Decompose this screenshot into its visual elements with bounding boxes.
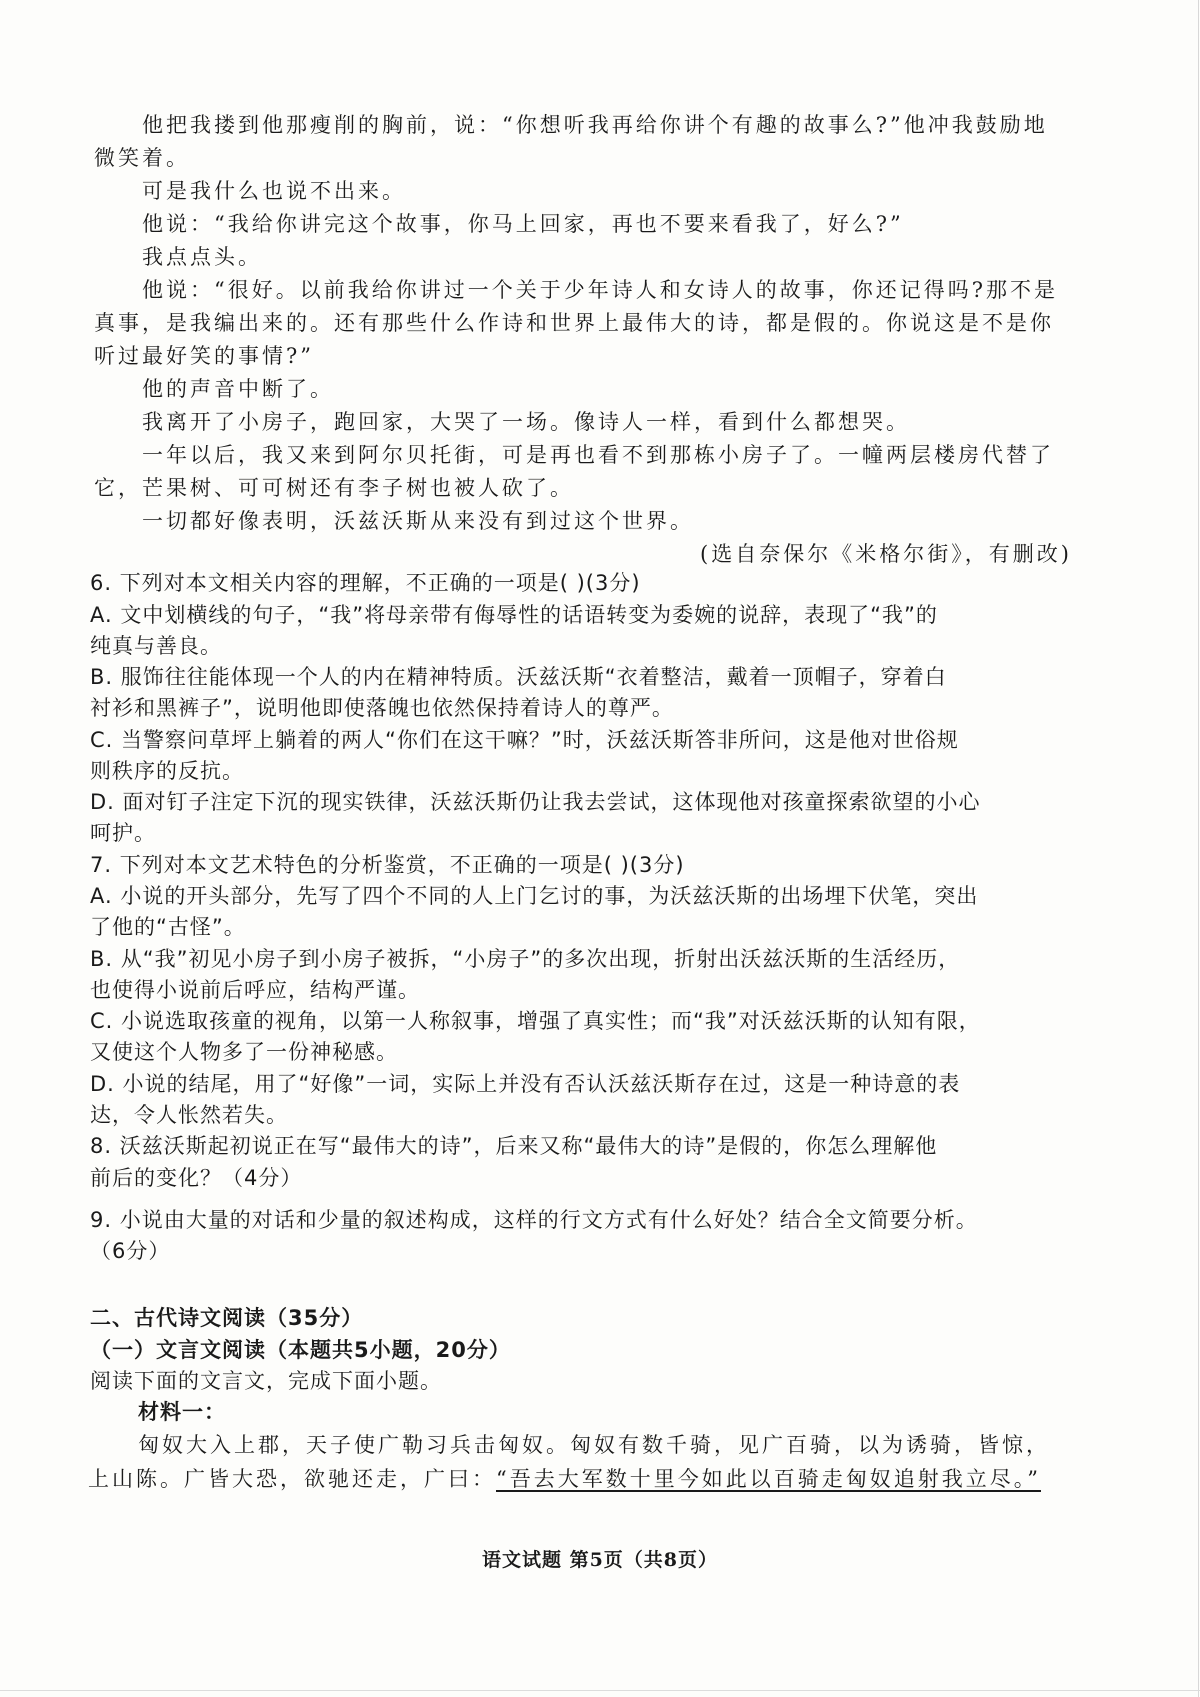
narrative-line: 他说：“我给你讲完这个故事，你马上回家，再也不要来看我了，好么?” bbox=[142, 212, 904, 236]
underlined-sentence: “吾去大军数十里今如此以百骑走匈奴追射我立尽。” bbox=[496, 1467, 1041, 1491]
question-option: 则秩序的反抗。 bbox=[90, 759, 244, 783]
question-option: D. 小说的结尾，用了“好像”一词，实际上并没有否认沃兹沃斯存在过，这是一种诗意的表 bbox=[90, 1072, 961, 1096]
instruction-text: 阅读下面的文言文，完成下面小题。 bbox=[90, 1369, 442, 1393]
material-label: 材料一： bbox=[138, 1400, 226, 1424]
subsection-title: （一）文言文阅读（本题共5小题，20分） bbox=[90, 1338, 511, 1362]
classical-passage-line: 匈奴大入上郡，天子使广勒习兵击匈奴。匈奴有数千骑，见广百骑，以为诱骑，皆惊， bbox=[138, 1433, 1050, 1457]
question-9: 9. 小说由大量的对话和少量的叙述构成，这样的行文方式有什么好处？结合全文简要分析。 bbox=[90, 1208, 978, 1232]
section-title: 二、古代诗文阅读（35分） bbox=[90, 1306, 364, 1330]
question-option: C. 当警察问草坪上躺着的两人“你们在这干嘛？”时，沃兹沃斯答非所问，这是他对世俗规 bbox=[90, 728, 959, 752]
question-option: B. 从“我”初见小房子到小房子被拆，“小房子”的多次出现，折射出沃兹沃斯的生活经历， bbox=[90, 947, 961, 971]
narrative-line: 他把我搂到他那瘦削的胸前，说：“你想听我再给你讲个有趣的故事么?”他冲我鼓励地 bbox=[142, 113, 1048, 137]
question-option: 呵护。 bbox=[90, 821, 156, 845]
narrative-line: 我离开了小房子，跑回家，大哭了一场。像诗人一样，看到什么都想哭。 bbox=[142, 410, 910, 434]
question-option: D. 面对钉子注定下沉的现实铁律，沃兹沃斯仍让我去尝试，这体现他对孩童探索欲望的小心 bbox=[90, 790, 981, 814]
question-9-continued: （6分） bbox=[90, 1239, 171, 1263]
narrative-line: 它，芒果树、可可树还有李子树也被人砍了。 bbox=[94, 476, 574, 500]
question-option: 衬衫和黑裤子”，说明他即使落魄也依然保持着诗人的尊严。 bbox=[90, 696, 674, 720]
question-option: 达，令人怅然若失。 bbox=[90, 1103, 288, 1127]
classical-passage-text: 上山陈。广皆大恐，欲驰还走，广曰： bbox=[88, 1467, 496, 1491]
narrative-line: 真事，是我编出来的。还有那些什么作诗和世界上最伟大的诗，都是假的。你说这是不是你 bbox=[94, 311, 1054, 335]
narrative-line: 一年以后，我又来到阿尔贝托街，可是再也看不到那栋小房子了。一幢两层楼房代替了 bbox=[142, 443, 1054, 467]
question-8: 8. 沃兹沃斯起初说正在写“最伟大的诗”，后来又称“最伟大的诗”是假的，你怎么理解他 bbox=[90, 1134, 938, 1158]
question-option: 纯真与善良。 bbox=[90, 634, 222, 658]
narrative-line: 一切都好像表明，沃兹沃斯从来没有到过这个世界。 bbox=[142, 509, 694, 533]
question-option: A. 文中划横线的句子，“我”将母亲带有侮辱性的话语转变为委婉的说辞，表现了“我”的 bbox=[90, 603, 938, 627]
narrative-line: 我点点头。 bbox=[142, 245, 262, 269]
question-8-continued: 前后的变化？（4分） bbox=[90, 1166, 303, 1190]
narrative-line: 微笑着。 bbox=[94, 146, 190, 170]
page-footer: 语文试题 第5页（共8页） bbox=[481, 1549, 719, 1571]
narrative-line: 他说：“很好。以前我给你讲过一个关于少年诗人和女诗人的故事，你还记得吗?那不是 bbox=[142, 278, 1058, 302]
question-option: C. 小说选取孩童的视角，以第一人称叙事，增强了真实性；而“我”对沃兹沃斯的认知有限， bbox=[90, 1009, 981, 1033]
question-option: 又使这个人物多了一份神秘感。 bbox=[90, 1040, 398, 1064]
question-option: 也使得小说前后呼应，结构严谨。 bbox=[90, 978, 420, 1002]
narrative-line: 听过最好笑的事情?” bbox=[94, 344, 314, 368]
question-6: 6. 下列对本文相关内容的理解，不正确的一项是( )(3分) bbox=[90, 571, 641, 595]
question-option: B. 服饰往往能体现一个人的内在精神特质。沃兹沃斯“衣着整洁，戴着一顶帽子，穿着白 bbox=[90, 665, 947, 689]
narrative-line: 他的声音中断了。 bbox=[142, 377, 334, 401]
narrative-line: 可是我什么也说不出来。 bbox=[142, 179, 406, 203]
classical-passage-line bbox=[88, 1464, 1041, 1494]
question-7: 7. 下列对本文艺术特色的分析鉴赏，不正确的一项是( )(3分) bbox=[90, 853, 685, 877]
source-citation: (选自奈保尔《米格尔街》，有删改) bbox=[700, 542, 1072, 566]
question-option: 了他的“古怪”。 bbox=[90, 915, 246, 939]
question-option: A. 小说的开头部分，先写了四个不同的人上门乞讨的事，为沃兹沃斯的出场埋下伏笔，突出 bbox=[90, 884, 979, 908]
